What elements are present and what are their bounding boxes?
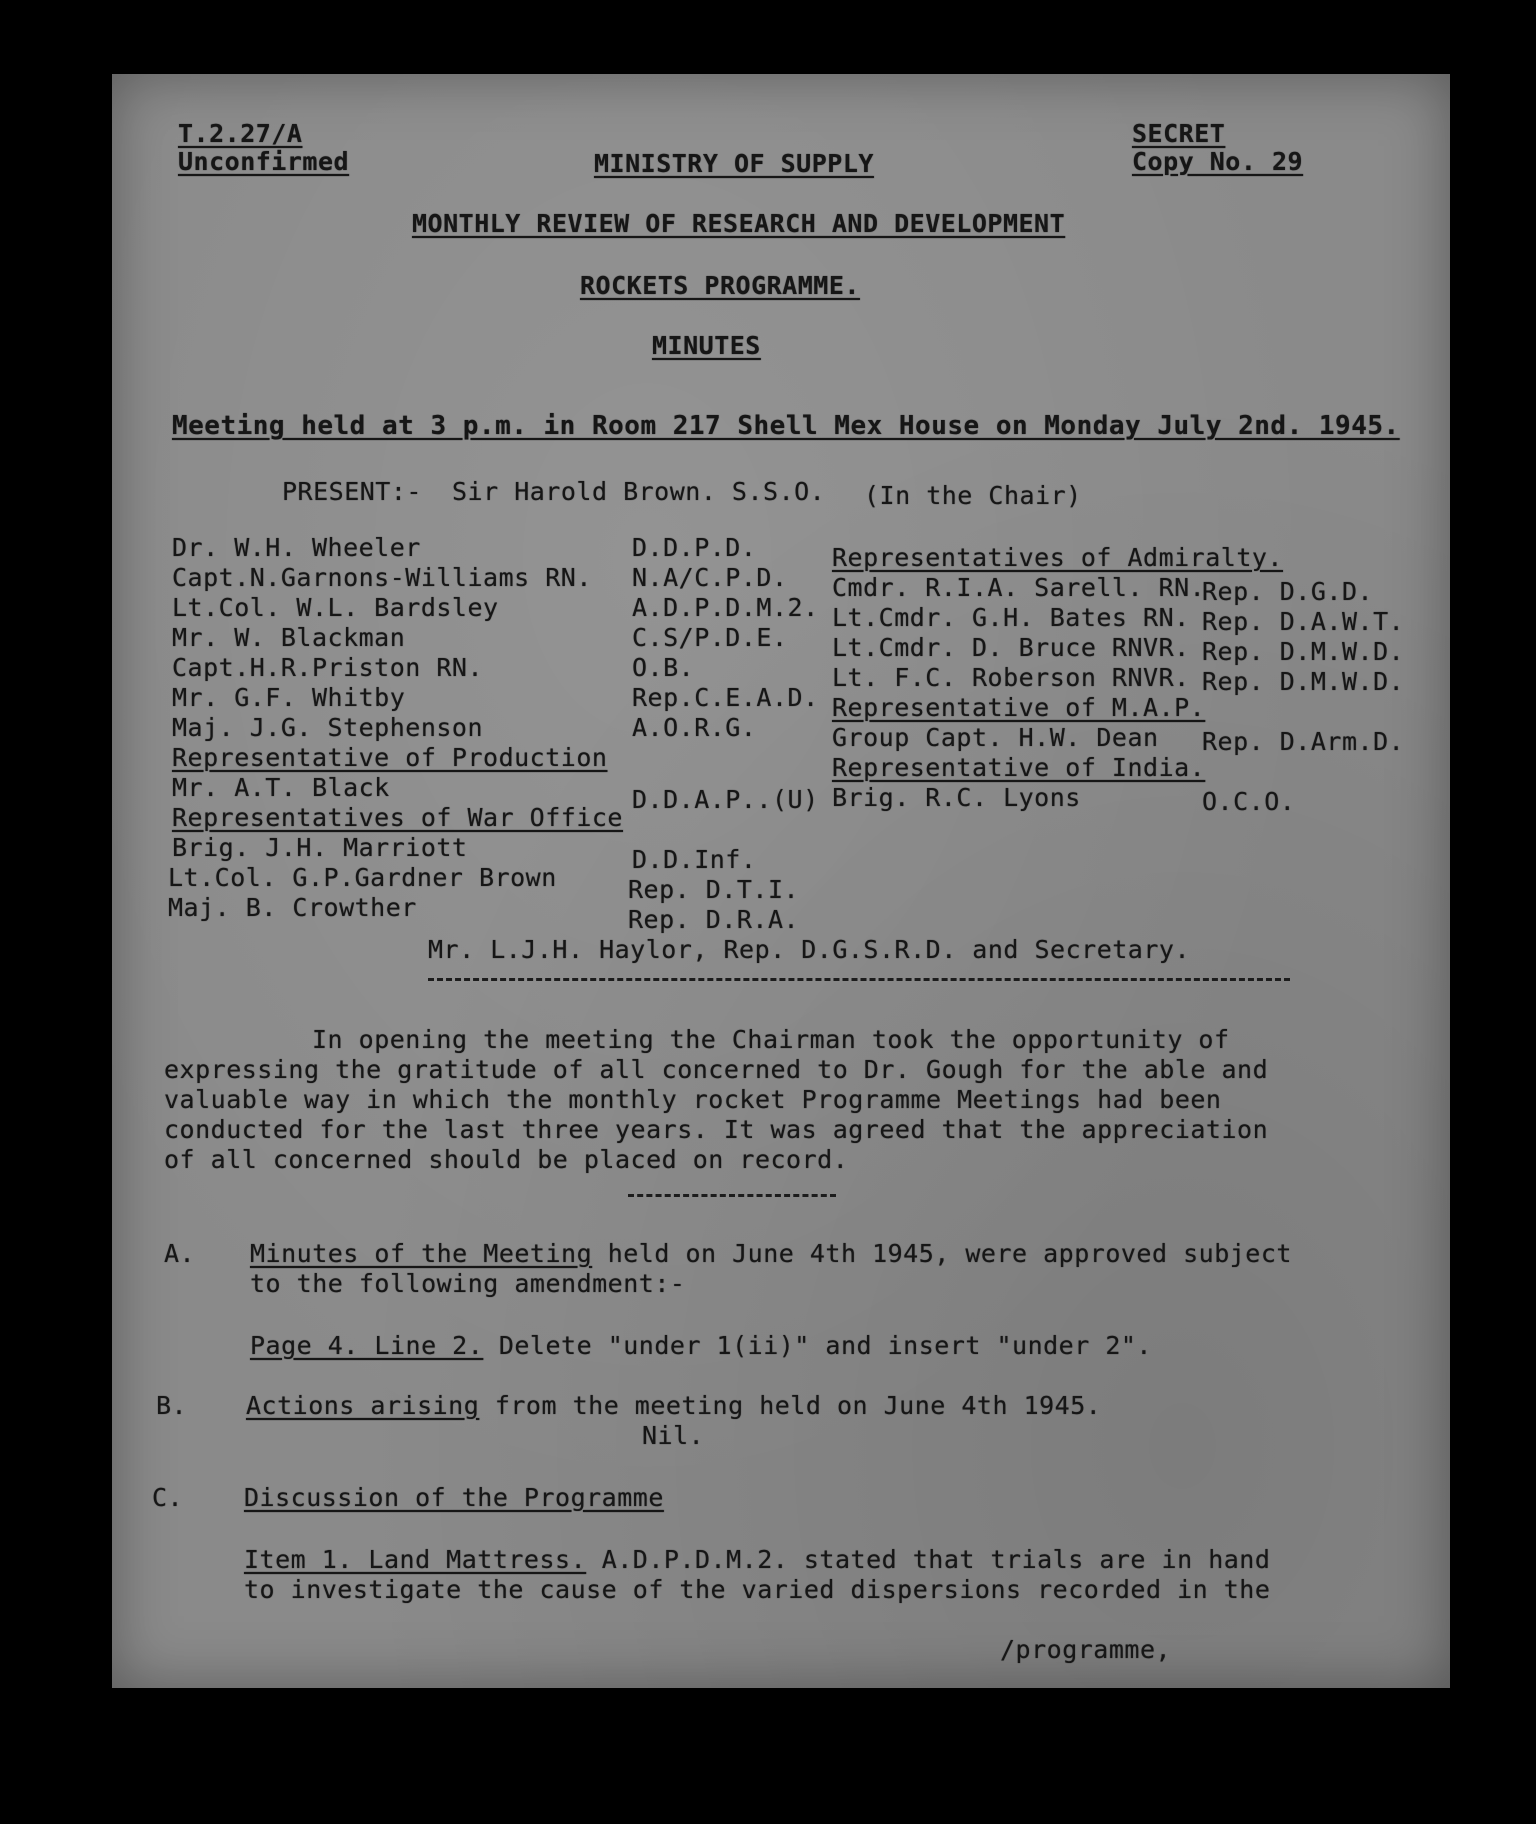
chair-note: (In the Chair) (864, 481, 1082, 510)
war-office-member-role: D.D.Inf. (632, 845, 757, 874)
attendee-role: O.B. (632, 653, 695, 682)
production-rep-name: Mr. A.T. Black (172, 773, 390, 802)
map-rep-role: Rep. D.Arm.D. (1202, 727, 1405, 756)
attendee-name: Mr. G.F. Whitby (172, 683, 406, 712)
amendment-heading: Page 4. Line 2. (250, 1331, 484, 1360)
separator-line (628, 1194, 836, 1197)
present-label: PRESENT:- (282, 477, 422, 506)
war-office-member-role: Rep. D.R.A. (628, 905, 800, 934)
amendment-line (250, 1332, 1152, 1360)
continuation-marker: /programme, (1000, 1635, 1172, 1664)
war-office-member-name: Lt.Col. G.P.Gardner Brown (168, 863, 557, 892)
opening-paragraph-line: valuable way in which the monthly rocket Programme Meetings had been (164, 1085, 1222, 1114)
admiralty-member-role: Rep. D.M.W.D. (1202, 637, 1405, 666)
admiralty-member-name: Lt.Cmdr. D. Bruce RNVR. (832, 633, 1190, 662)
ministry-title: MINISTRY OF SUPPLY (594, 149, 874, 178)
attendee-name: Maj. J.G. Stephenson (172, 713, 484, 742)
attendee-role: N.A/C.P.D. (632, 563, 788, 592)
separator-line (428, 978, 1290, 981)
production-heading: Representative of Production (172, 743, 608, 772)
india-heading: Representative of India. (832, 753, 1206, 782)
chairman-name: Sir Harold Brown. S.S.O. (452, 477, 826, 506)
admiralty-member-name: Lt. F.C. Roberson RNVR. (832, 663, 1190, 692)
production-rep-role: D.D.A.P..(U) (632, 785, 819, 814)
item-a-text: held on June 4th 1945, were approved subject (592, 1239, 1292, 1268)
secretary-line: Mr. L.J.H. Haylor, Rep. D.G.S.R.D. and Secretary. (428, 935, 1191, 964)
item-1-text: A.D.P.D.M.2. stated that trials are in hand (586, 1545, 1271, 1574)
meeting-details: Meeting held at 3 p.m. in Room 217 Shell Mex House on Monday July 2nd. 1945. (172, 411, 1400, 441)
admiralty-member-name: Cmdr. R.I.A. Sarell. RN. (832, 573, 1206, 602)
opening-paragraph-line: expressing the gratitude of all concerned to Dr. Gough for the able and (164, 1055, 1269, 1084)
item-a-line2: to the following amendment:- (250, 1269, 686, 1298)
report-title: MONTHLY REVIEW OF RESEARCH AND DEVELOPMENT (412, 209, 1066, 238)
war-office-member-name: Maj. B. Crowther (168, 893, 417, 922)
item-a-line (250, 1240, 1292, 1268)
item-1-line2: to investigate the cause of the varied dispersions recorded in the (244, 1575, 1271, 1604)
map-heading: Representative of M.A.P. (832, 693, 1206, 722)
item-b-nil: Nil. (642, 1421, 705, 1450)
war-office-heading: Representatives of War Office (172, 803, 623, 832)
attendee-name: Dr. W.H. Wheeler (172, 533, 421, 562)
document-page (112, 74, 1450, 1688)
attendee-role: A.D.P.D.M.2. (632, 593, 819, 622)
minutes-title: MINUTES (652, 331, 761, 360)
attendee-role: A.O.R.G. (632, 713, 757, 742)
india-rep-name: Brig. R.C. Lyons (832, 783, 1081, 812)
admiralty-heading: Representatives of Admiralty. (832, 543, 1283, 572)
document-reference: T.2.27/A (178, 119, 303, 148)
war-office-member-role: Rep. D.T.I. (628, 875, 800, 904)
admiralty-member-name: Lt.Cmdr. G.H. Bates RN. (832, 603, 1190, 632)
attendee-role: D.D.P.D. (632, 533, 757, 562)
opening-paragraph-line: of all concerned should be placed on record. (164, 1145, 849, 1174)
india-rep-role: O.C.O. (1202, 787, 1296, 816)
classification-stamp: SECRET (1132, 119, 1226, 148)
item-b-line (246, 1392, 1101, 1420)
item-1-heading: Item 1. Land Mattress. (244, 1545, 587, 1574)
opening-paragraph-line: conducted for the last three years. It was agreed that the appreciation (164, 1115, 1269, 1144)
attendee-name: Mr. W. Blackman (172, 623, 406, 652)
attendee-name: Capt.N.Garnons-Williams RN. (172, 563, 592, 592)
attendee-role: C.S/P.D.E. (632, 623, 788, 652)
confirmation-status: Unconfirmed (178, 147, 350, 176)
map-rep-name: Group Capt. H.W. Dean (832, 723, 1159, 752)
item-b-heading: Actions arising (246, 1391, 480, 1420)
item-a-heading: Minutes of the Meeting (250, 1239, 593, 1268)
item-b-letter: B. (156, 1391, 188, 1420)
item-1-line (244, 1546, 1270, 1574)
amendment-text: Delete "under 1(ii)" and insert "under 2". (483, 1331, 1152, 1360)
opening-paragraph-line: In opening the meeting the Chairman took the opportunity of (312, 1025, 1230, 1054)
attendee-name: Capt.H.R.Priston RN. (172, 653, 484, 682)
war-office-member-name: Brig. J.H. Marriott (172, 833, 468, 862)
item-a-letter: A. (164, 1239, 196, 1268)
admiralty-member-role: Rep. D.G.D. (1202, 577, 1374, 606)
attendee-role: Rep.C.E.A.D. (632, 683, 819, 712)
attendee-name: Lt.Col. W.L. Bardsley (172, 593, 499, 622)
admiralty-member-role: Rep. D.A.W.T. (1202, 607, 1405, 636)
item-b-text: from the meeting held on June 4th 1945. (479, 1391, 1102, 1420)
programme-title: ROCKETS PROGRAMME. (580, 271, 860, 300)
item-c-heading: Discussion of the Programme (244, 1483, 664, 1512)
copy-number: Copy No. 29 (1132, 147, 1304, 176)
item-c-letter: C. (152, 1483, 184, 1512)
admiralty-member-role: Rep. D.M.W.D. (1202, 667, 1405, 696)
